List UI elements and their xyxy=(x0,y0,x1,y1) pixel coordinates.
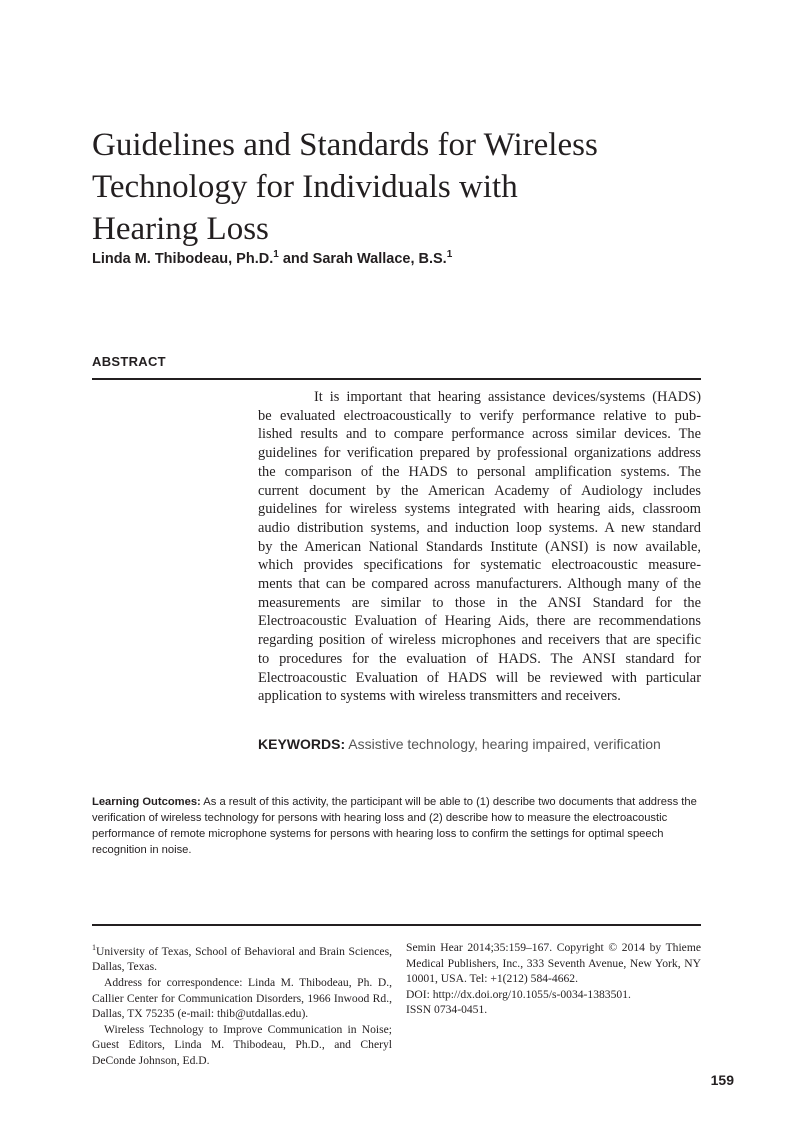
doi-note: DOI: http://dx.doi.org/10.1055/s-0034-1383501. xyxy=(406,987,631,1001)
abstract-line: current document by the American Academy of Audiology includes xyxy=(258,482,701,499)
learning-outcomes-label: Learning Outcomes: xyxy=(92,796,201,808)
title-line: Guidelines and Standards for Wireless xyxy=(92,127,598,163)
title-line: Hearing Loss xyxy=(92,211,269,247)
abstract-line: the comparison of the HADS to personal amplification systems. The xyxy=(258,463,701,480)
author-conjunction: and xyxy=(282,250,309,267)
affiliation-marker: 1 xyxy=(273,249,279,260)
abstract-line: ments that can be compared across manufacturers. Although many of the xyxy=(258,576,701,593)
abstract-line: to procedures for the evaluation of HADS. The ANSI standard for xyxy=(258,650,701,667)
abstract-line: be evaluated electroacoustically to verify performance relative to pub- xyxy=(258,407,701,424)
abstract-line: regarding position of wireless microphones and receivers that are specific xyxy=(258,632,701,649)
keywords xyxy=(258,736,661,752)
abstract-line: Electroacoustic Evaluation of Hearing Aids, there are recommendations xyxy=(258,613,701,630)
footnotes-left xyxy=(92,940,392,1069)
author-name: Sarah Wallace, B.S. xyxy=(312,250,447,267)
abstract-line: guidelines for wireless systems integrated with hearing aids, classroom xyxy=(258,501,701,518)
learning-outcomes-text: As a result of this activity, the participant will be able to (1) describe two documents that address the verification of wireless technology for persons with hearing loss and (2) describe how to measure the electroacoustic performance of remote microphone systems for persons with hearing loss to confirm the settings for optimal speech recognition in noise. xyxy=(92,796,697,856)
abstract-rule xyxy=(92,378,701,380)
abstract-line: It is important that hearing assistance devices/systems (HADS) xyxy=(314,389,701,405)
abstract-line: guidelines for verification prepared by professional organizations address xyxy=(258,445,701,462)
author-list xyxy=(92,249,452,267)
affiliation-marker: 1 xyxy=(92,943,96,952)
citation-note: Semin Hear 2014;35:159–167. Copyright © 2014 by Thieme Medical Publishers, Inc., 333 Seventh Avenue, New York, NY 10001, USA. Tel: +1(212) 584-4662. xyxy=(406,941,701,986)
abstract-line: which provides specifications for systematic electroacoustic measure- xyxy=(258,557,701,574)
footnote-rule xyxy=(92,924,701,926)
keywords-value: Assistive technology, hearing impaired, verification xyxy=(348,736,661,752)
affiliation-marker: 1 xyxy=(446,249,453,260)
abstract-line: application to systems with wireless transmitters and receivers. xyxy=(258,688,621,705)
author-name: Linda M. Thibodeau, Ph.D. xyxy=(92,250,274,267)
issn-note: ISSN 0734-0451. xyxy=(406,1003,488,1017)
abstract-line: audio distribution systems, and induction loop systems. A new standard xyxy=(258,519,701,536)
footnotes-right xyxy=(406,940,701,1018)
abstract-line: lished results and to compare performance across similar devices. The xyxy=(258,426,701,443)
affiliation-note: University of Texas, School of Behavioral and Brain Sciences, Dallas, Texas. xyxy=(92,944,392,974)
keywords-label: KEYWORDS: xyxy=(258,736,346,752)
abstract-line: Electroacoustic Evaluation of HADS will be reviewed with particular xyxy=(258,669,701,686)
learning-outcomes xyxy=(92,794,712,858)
abstract-heading: ABSTRACT xyxy=(92,354,166,369)
correspondence-note: Address for correspondence: Linda M. Thibodeau, Ph. D., Callier Center for Communication Disorders, 1966 Inwood Rd., Dallas, TX 75235 (e-mail: thib@utdallas.edu). xyxy=(92,976,392,1021)
title-line: Technology for Individuals with xyxy=(92,169,518,205)
abstract-body xyxy=(258,388,701,706)
article-title xyxy=(92,124,692,250)
page-number: 159 xyxy=(710,1072,734,1088)
abstract-line: by the American National Standards Institute (ANSI) is now available, xyxy=(258,538,701,555)
abstract-line: measurements are similar to those in the ANSI Standard for the xyxy=(258,594,701,611)
issue-note: Wireless Technology to Improve Communication in Noise; Guest Editors, Linda M. Thibodeau, Ph.D., and Cheryl DeConde Johnson, Ed.D. xyxy=(92,1022,392,1068)
